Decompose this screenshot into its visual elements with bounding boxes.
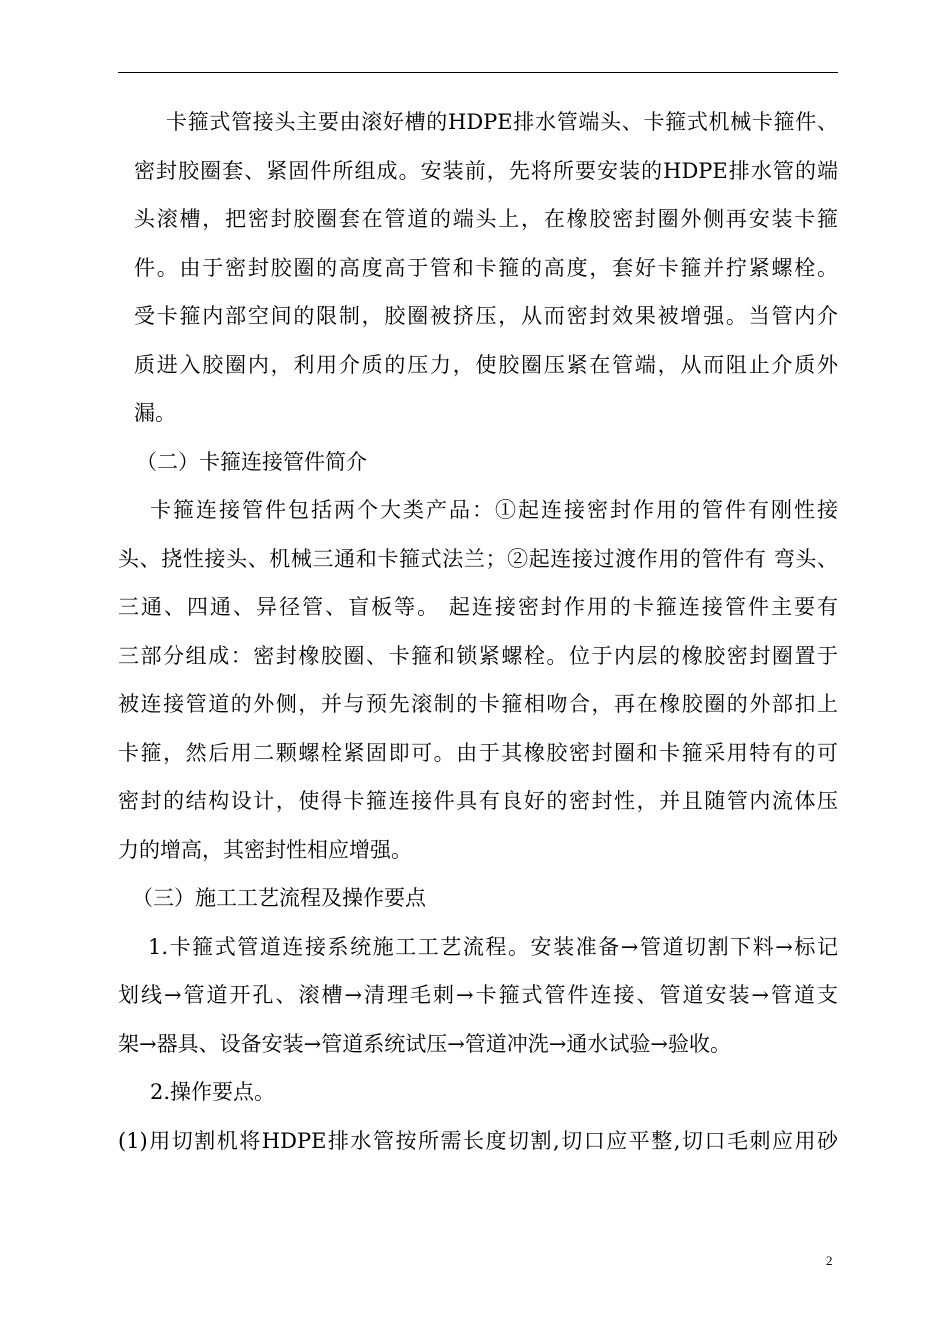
paragraph-1-line-4: 件。由于密封胶圈的高度高于管和卡箍的高度，套好卡箍并拧紧螺栓。	[134, 255, 838, 280]
paragraph-4-line-1: (1)用切割机将HDPE排水管按所需长度切割,切口应平整,切口毛刺应用砂	[118, 1128, 838, 1153]
section-heading-3: （三）施工工艺流程及操作要点	[132, 886, 426, 910]
paragraph-1-line-7: 漏。	[134, 401, 176, 425]
paragraph-2-line-2: 头、挠性接头、机械三通和卡箍式法兰；②起连接过渡作用的管件有 弯头、	[118, 546, 838, 571]
paragraph-3-line-2: 划线→管道开孔、滚槽→清理毛刺→卡箍式管件连接、管道安装→管道支	[118, 983, 838, 1007]
paragraph-1-line-5: 受卡箍内部空间的限制，胶圈被挤压，从而密封效果被增强。当管内介	[134, 304, 838, 328]
section-heading-2: （二）卡箍连接管件简介	[136, 449, 367, 474]
paragraph-1-line-2: 密封胶圈套、紧固件所组成。安装前，先将所要安装的HDPE排水管的端	[134, 158, 838, 183]
paragraph-1-line-3: 头滚槽，把密封胶圈套在管道的端头上，在橡胶密封圈外侧再安装卡箍	[134, 207, 838, 231]
paragraph-3-line-1: 1.卡箍式管道连接系统施工工艺流程。安装准备→管道切割下料→标记	[148, 934, 838, 959]
paragraph-2-line-4: 三部分组成：密封橡胶圈、卡箍和锁紧螺栓。位于内层的橡胶密封圈置于	[118, 643, 838, 668]
paragraph-2-line-3: 三通、四通、异径管、盲板等。 起连接密封作用的卡箍连接管件主要有	[118, 595, 838, 619]
paragraph-2-line-5: 被连接管道的外侧，并与预先滚制的卡箍相吻合，再在橡胶圈的外部扣上	[118, 692, 838, 716]
paragraph-3-line-3: 架→器具、设备安装→管道系统试压→管道冲洗→通水试验→验收。	[118, 1031, 731, 1056]
paragraph-2-line-8: 力的增高，其密封性相应增强。	[118, 837, 412, 862]
body-text	[118, 98, 838, 1165]
paragraph-1-line-6: 质进入胶圈内，利用介质的压力，使胶圈压紧在管端，从而阻止介质外	[134, 352, 838, 377]
paragraph-2-line-7: 密封的结构设计，使得卡箍连接件具有良好的密封性，并且随管内流体压	[118, 789, 838, 813]
paragraph-1-line-1: 卡箍式管接头主要由滚好槽的HDPE排水管端头、卡箍式机械卡箍件、	[166, 110, 838, 134]
page-number: 2	[826, 1253, 833, 1268]
header-rule	[118, 72, 838, 73]
paragraph-2-line-6: 卡箍，然后用二颗螺栓紧固即可。由于其橡胶密封圈和卡箍采用特有的可	[118, 740, 838, 765]
subheading-operation-points: 2.操作要点。	[150, 1080, 276, 1104]
paragraph-2-line-1: 卡箍连接管件包括两个大类产品：①起连接密封作用的管件有刚性接	[150, 498, 838, 522]
